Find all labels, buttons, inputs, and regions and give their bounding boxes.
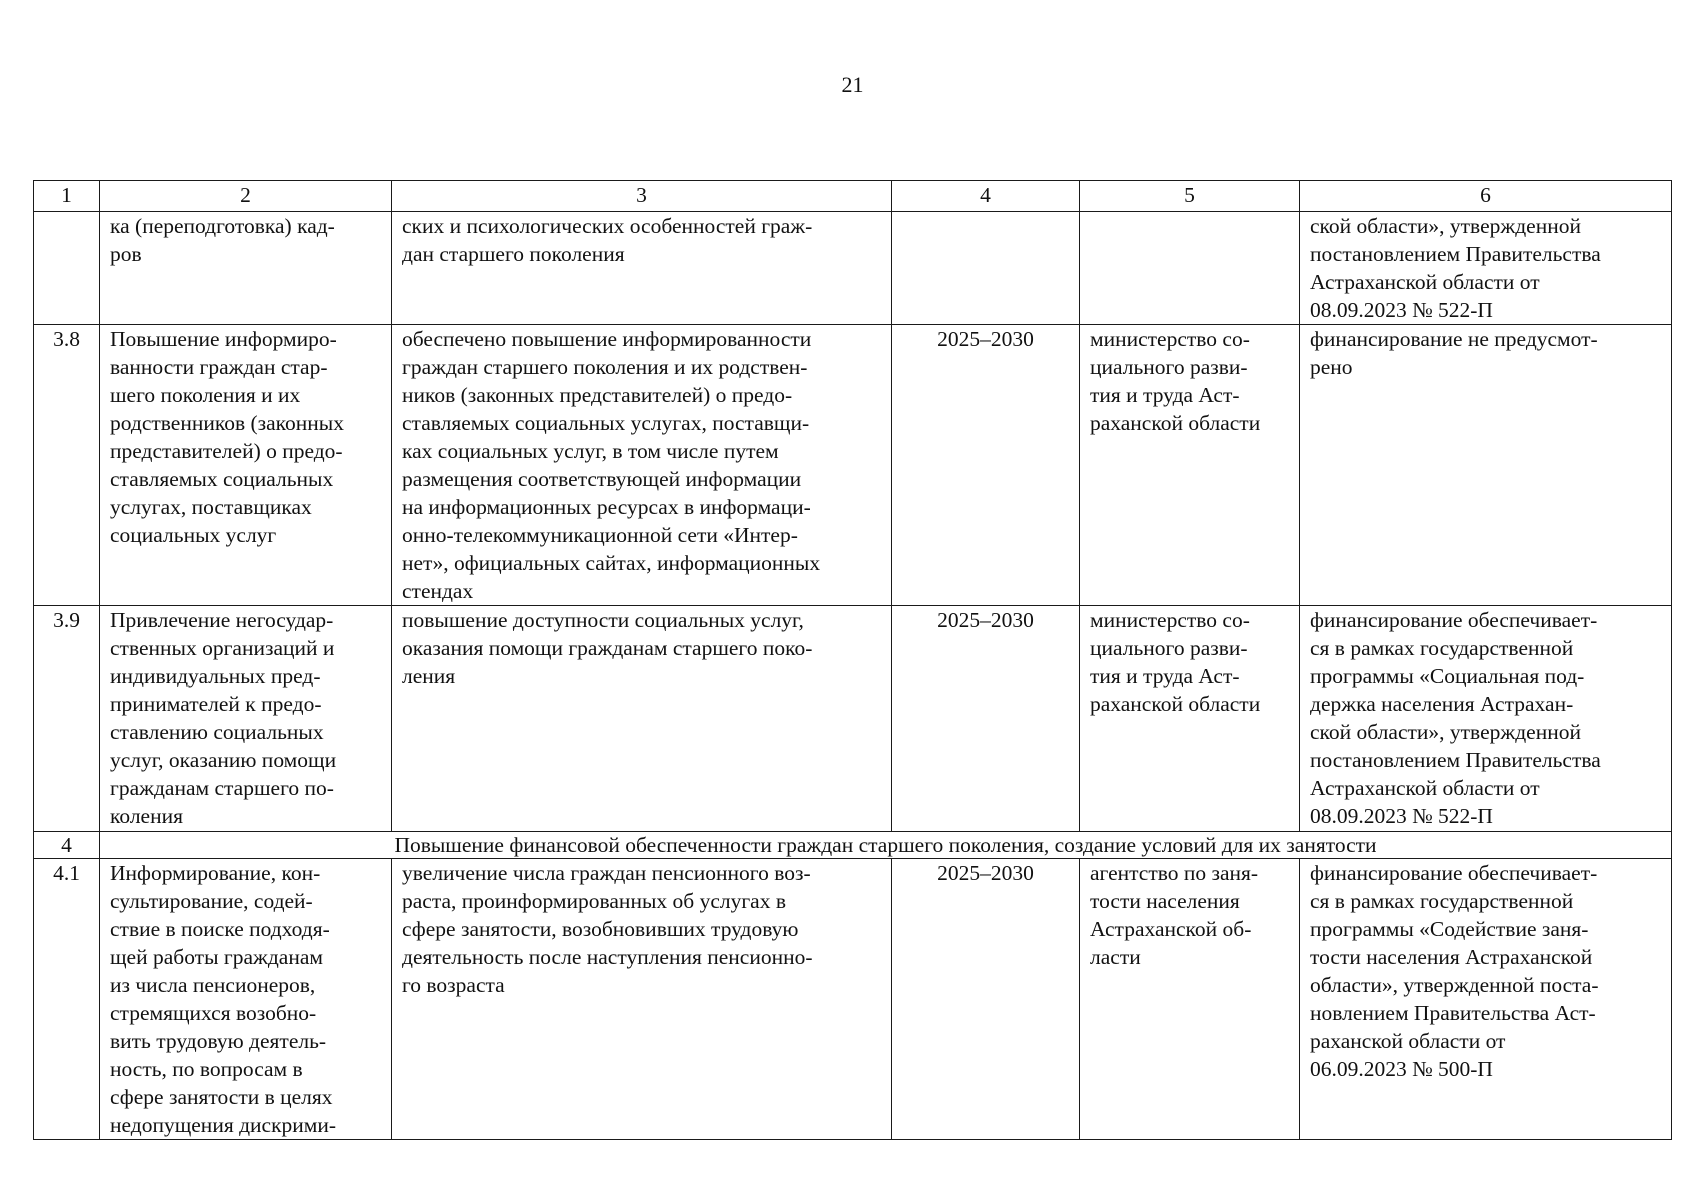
result-cell: ских и психологических особенностей граж- дан старшего поколения (392, 212, 892, 325)
row-number: 3.9 (34, 606, 100, 832)
measure-cell: Информирование, кон- сультирование, содей- ствие в поиске подходя- щей работы гражданам из числа пенсионеров, стремящихся возобно- вить трудовую деятель- ность, по вопросам в сфере занятости в целях недопущения дискрими- (100, 859, 392, 1140)
executor-cell (1080, 212, 1300, 325)
section-title: Повышение финансовой обеспеченности граждан старшего поколения, создание условий для их занятости (100, 832, 1672, 859)
measure-cell: ка (переподготовка) кад- ров (100, 212, 392, 325)
measure-cell: Повышение информиро- ванности граждан стар- шего поколения и их родственников (законных представителей) о предо- ставляемых социальных услугах, поставщиках социальных услуг (100, 325, 392, 606)
table-row (34, 606, 1672, 832)
section-number: 4 (34, 832, 100, 859)
result-cell: повышение доступности социальных услуг, оказания помощи гражданам старшего поко- ления (392, 606, 892, 832)
executor-cell: агентство по заня- тости населения Астраханской об- ласти (1080, 859, 1300, 1140)
column-header: 1 (34, 181, 100, 212)
column-number-row (34, 181, 1672, 212)
column-header: 5 (1080, 181, 1300, 212)
row-number: 4.1 (34, 859, 100, 1140)
column-header: 3 (392, 181, 892, 212)
section-row (34, 832, 1672, 859)
measure-cell: Привлечение негосудар- ственных организаций и индивидуальных пред- принимателей к предо- ставлению социальных услуг, оказанию помощи гражданам старшего по- коления (100, 606, 392, 832)
executor-cell: министерство со- циального разви- тия и труда Аст- раханской области (1080, 606, 1300, 832)
financing-cell: финансирование не предусмот- рено (1300, 325, 1672, 606)
column-header: 2 (100, 181, 392, 212)
table-row (34, 325, 1672, 606)
measures-table (33, 180, 1672, 1140)
financing-cell: финансирование обеспечивает- ся в рамках государственной программы «Содействие заня- тости населения Астраханской области», утвержденной поста- новлением Правительства Аст- раханской области от 06.09.2023 № 500-П (1300, 859, 1672, 1140)
executor-cell: министерство со- циального разви- тия и труда Аст- раханской области (1080, 325, 1300, 606)
page-number: 21 (841, 72, 864, 97)
period-cell: 2025–2030 (892, 606, 1080, 832)
financing-cell: финансирование обеспечивает- ся в рамках государственной программы «Социальная под- держка населения Астрахан- ской области», утвержденной постановлением Правительства Астраханской области от 08.09.2023 № 522-П (1300, 606, 1672, 832)
table-row (34, 212, 1672, 325)
period-cell: 2025–2030 (892, 325, 1080, 606)
financing-cell: ской области», утвержденной постановлением Правительства Астраханской области от 08.09.2023 № 522-П (1300, 212, 1672, 325)
row-number (34, 212, 100, 325)
result-cell: увеличение числа граждан пенсионного воз- раста, проинформированных об услугах в сфере занятости, возобновивших трудовую деятельность после наступления пенсионно- го возраста (392, 859, 892, 1140)
row-number: 3.8 (34, 325, 100, 606)
column-header: 6 (1300, 181, 1672, 212)
table-row (34, 859, 1672, 1140)
period-cell: 2025–2030 (892, 859, 1080, 1140)
result-cell: обеспечено повышение информированности граждан старшего поколения и их родствен- ников (законных представителей) о предо- ставляемых социальных услугах, поставщи- ках социальных услуг, в том числе путем размещения соответствующей информации на информационных ресурсах в информаци- онно-телекоммуникационной сети «Интер- нет», официальных сайтах, информационных стендах (392, 325, 892, 606)
period-cell (892, 212, 1080, 325)
column-header: 4 (892, 181, 1080, 212)
